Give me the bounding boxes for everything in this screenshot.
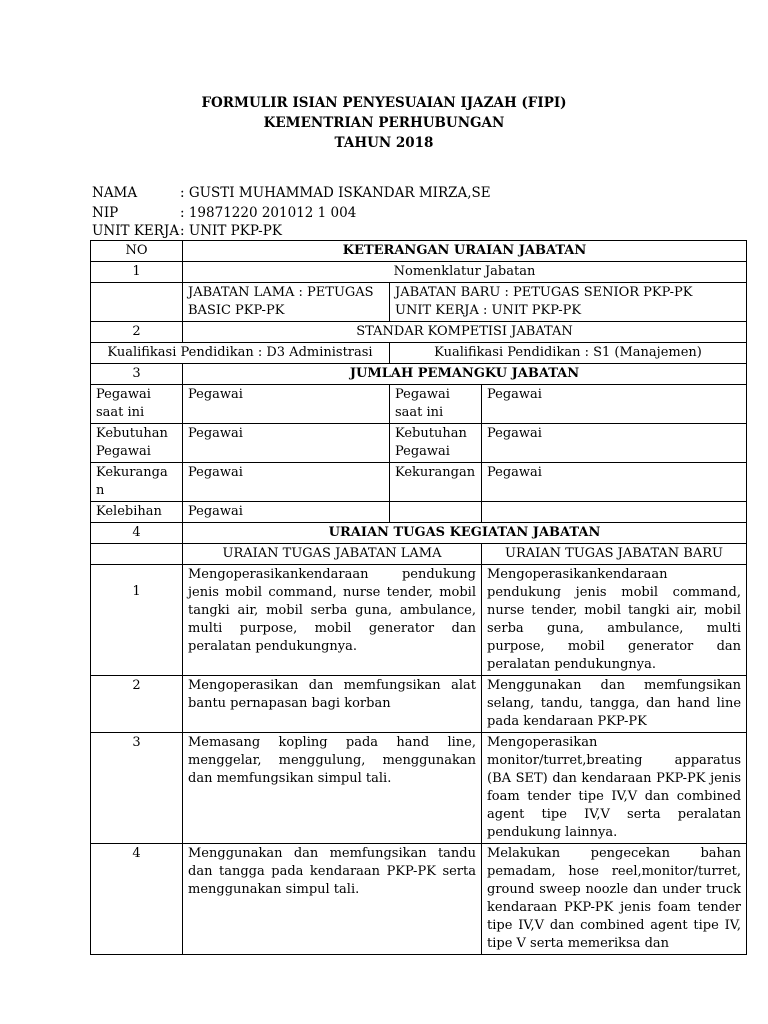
jabatan-lama: JABATAN LAMA : PETUGAS BASIC PKP-PK <box>183 283 390 322</box>
tugas-lama: Menggunakan dan memfungsikan tandu dan tangga pada kendaraan PKP-PK serta menggunakan simpul tali. <box>183 844 482 955</box>
ministry-title: KEMENTRIAN PERHUBUNGAN <box>263 115 505 131</box>
pemangku-row <box>91 385 747 424</box>
pemangku-value: Pegawai <box>183 502 390 523</box>
tugas-row <box>91 733 747 844</box>
pemangku-label: Pegawai saat ini <box>390 385 482 424</box>
tugas-lama: Mengoperasikan dan memfungsikan alat bantu pernapasan bagi korban <box>183 676 482 733</box>
field-unit-kerja <box>92 222 282 240</box>
tugas-lama: Memasang kopling pada hand line, menggelar, menggulung, menggunakan dan memfungsikan simpul tali. <box>183 733 482 844</box>
pemangku-label: Kekuranga n <box>91 463 183 502</box>
section-number: 4 <box>91 523 183 544</box>
tugas-number: 2 <box>91 676 183 733</box>
year-title: TAHUN 2018 <box>334 135 434 151</box>
tugas-row <box>91 676 747 733</box>
tugas-header-row <box>91 544 747 565</box>
field-value: : GUSTI MUHAMMAD ISKANDAR MIRZA,SE <box>180 185 491 201</box>
section-number: 1 <box>91 262 183 283</box>
tugas-row <box>91 844 747 955</box>
pemangku-label: Kebutuhan Pegawai <box>390 424 482 463</box>
section-title: JUMLAH PEMANGKU JABATAN <box>183 364 747 385</box>
pemangku-label: Kekurangan <box>390 463 482 502</box>
pemangku-value: Pegawai <box>482 463 747 502</box>
tugas-row <box>91 565 747 676</box>
col-no-header: NO <box>91 241 183 262</box>
section-title: Nomenklatur Jabatan <box>183 262 747 283</box>
pemangku-label <box>390 502 482 523</box>
pemangku-label: Kelebihan <box>91 502 183 523</box>
field-nip <box>92 204 356 222</box>
tugas-baru: Menggunakan dan memfungsikan selang, tandu, tangga, dan hand line pada kendaraan PKP-PK <box>482 676 747 733</box>
tugas-baru: Mengoperasikan monitor/turret,breating apparatus (BA SET) dan kendaraan PKP-PK jenis foam tender tipe IV,V dan combined agent tipe IV,V serta peralatan pendukung lainnya. <box>482 733 747 844</box>
job-description-table <box>90 240 747 955</box>
tugas-lama-header: URAIAN TUGAS JABATAN LAMA <box>183 544 482 565</box>
tugas-baru: Melakukan pengecekan bahan pemadam, hose reel,monitor/turret, ground sweep noozle dan under truck kendaraan PKP-PK jenis foam tender tipe IV,V dan combined agent tipe IV, tipe V serta memeriksa dan <box>482 844 747 955</box>
table-header-row <box>91 241 747 262</box>
kualifikasi-baru: Kualifikasi Pendidikan : S1 (Manajemen) <box>390 343 747 364</box>
pemangku-value: Pegawai <box>183 385 390 424</box>
field-label: NAMA <box>92 185 138 201</box>
tugas-baru: Mengoperasikankendaraan pendukung jenis mobil command, nurse tender, mobil tangki air, mobil serba guna, ambulance, multi purpose, mobil generator dan peralatan pendukungnya. <box>482 565 747 676</box>
pemangku-label: Pegawai saat ini <box>91 385 183 424</box>
section-row <box>91 262 747 283</box>
field-value: : UNIT PKP-PK <box>180 223 282 239</box>
tugas-lama: Mengoperasikankendaraan pendukung jenis mobil command, nurse tender, mobil tangki air, mobil serba guna, ambulance, multi purpose, mobil generator dan peralatan pendukungnya. <box>183 565 482 676</box>
section-row <box>91 364 747 385</box>
section-number: 2 <box>91 322 183 343</box>
pemangku-row <box>91 463 747 502</box>
nomenklatur-row <box>91 283 747 322</box>
section-title: URAIAN TUGAS KEGIATAN JABATAN <box>183 523 747 544</box>
section-title: STANDAR KOMPETISI JABATAN <box>183 322 747 343</box>
kualifikasi-lama: Kualifikasi Pendidikan : D3 Administrasi <box>91 343 390 364</box>
pemangku-value: Pegawai <box>183 424 390 463</box>
jabatan-baru-line: JABATAN BARU : PETUGAS SENIOR PKP-PK <box>395 285 693 300</box>
pemangku-value <box>482 502 747 523</box>
jabatan-baru <box>390 283 747 322</box>
field-nama <box>92 184 491 202</box>
tugas-number: 3 <box>91 733 183 844</box>
pemangku-row <box>91 502 747 523</box>
tugas-number: 4 <box>91 844 183 955</box>
pemangku-value: Pegawai <box>183 463 390 502</box>
field-label: UNIT KERJA <box>92 223 180 239</box>
field-value: : 19871220 201012 1 004 <box>180 205 357 221</box>
tugas-baru-header: URAIAN TUGAS JABATAN BARU <box>482 544 747 565</box>
pemangku-value: Pegawai <box>482 424 747 463</box>
form-title: FORMULIR ISIAN PENYESUAIAN IJAZAH (FIPI) <box>201 95 567 111</box>
section-row <box>91 322 747 343</box>
kualifikasi-row <box>91 343 747 364</box>
col-keterangan-header: KETERANGAN URAIAN JABATAN <box>183 241 747 262</box>
field-label: NIP <box>92 205 119 221</box>
pemangku-row <box>91 424 747 463</box>
unit-kerja-line: UNIT KERJA : UNIT PKP-PK <box>395 303 582 318</box>
pemangku-value: Pegawai <box>482 385 747 424</box>
section-number: 3 <box>91 364 183 385</box>
section-row <box>91 523 747 544</box>
pemangku-label: Kebutuhan Pegawai <box>91 424 183 463</box>
tugas-number: 1 <box>91 565 183 676</box>
